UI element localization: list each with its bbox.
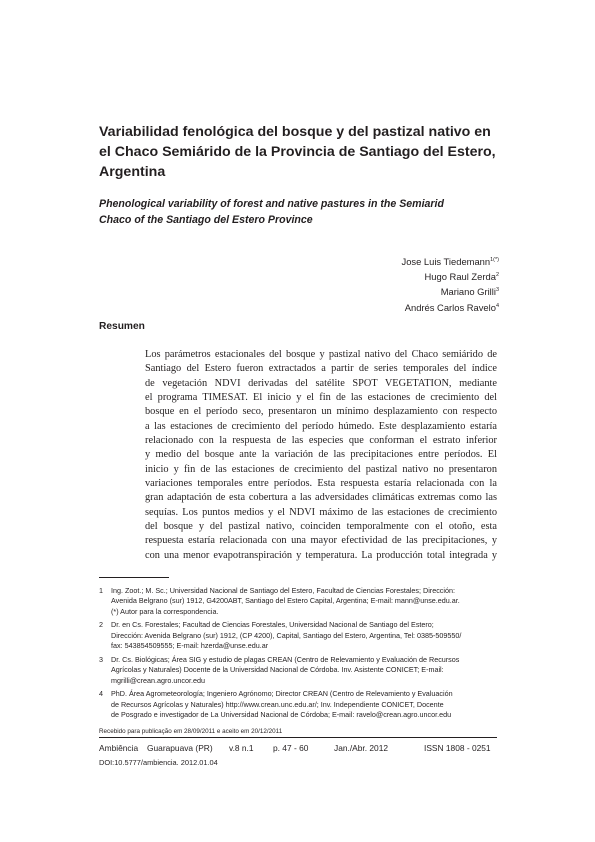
abstract-line: respuesta estaría relacionada con una mayor efectividad de las precipitaciones, y [145,535,497,547]
author-affiliation-mark: 2 [495,272,499,279]
footnote [99,689,499,720]
journal-issn: ISSN 1808 - 0251 [424,743,491,753]
footnote-line: (*) Autor para la correspondencia. [111,606,219,616]
author-name: Hugo Raul Zerda [424,271,496,283]
footnote [99,655,499,686]
author-affiliation-mark: 3 [495,287,499,294]
article-title-portuguese [99,122,504,182]
footnotes [99,586,499,724]
journal-place: Guarapuava (PR) [147,743,213,753]
article-title-english [99,196,504,228]
abstract-line: relacionado con la respuesta de las especies que conforman el estrato inferior [145,435,497,447]
abstract-heading: Resumen [99,321,145,332]
author-affiliation-mark: 1(*) [490,257,499,263]
received-date-note: Recebido para publicação em 28/09/2011 e aceito em 20/12/2011 [99,728,283,735]
footnote-line: Ing. Zoot.; M. Sc.; Universidad Nacional de Santiago del Estero, Facultad de Ciencias Forestales; Dirección: [111,586,455,595]
footnote-line: de Recursos Agrícolas y Naturales) http://www.crean.unc.edu.ar/; Inv. Independiente CONICET, Docente [111,699,444,709]
abstract-line: sequías. Los puntos medios y el NDVI máximo de las estaciones de crecimiento [145,506,497,518]
footnote-line: Agrícolas y Naturales) Docente de la Universidad Nacional de Córdoba. Inv. Asistente CONICET; E-mail: [111,665,444,675]
abstract-line: el programa TIMESAT. El inicio y el fin de las estaciones de crecimiento del [145,392,497,404]
title-line: Phenological variability of forest and native pastures in the Semiarid [99,198,444,210]
footnote-number: 4 [99,689,103,699]
abstract-body [145,348,497,563]
title-line: el Chaco Semiárido de la Provincia de Santiago del Estero, [99,144,496,160]
author-list [249,254,499,315]
footnote-number: 2 [99,620,103,630]
abstract-line: con una menor evapotranspiración y temperatura. La producción total integrada y [145,549,497,561]
author-name: Mariano Grilli [440,286,496,298]
abstract-line: Santiago del Estero fueron extractados a partir de series temporales del índice [145,363,497,375]
footnote-separator [99,577,169,578]
abstract-line: y medio del bosque ante la variación de las precipitaciones entre períodos. El [145,449,497,461]
title-line: Chaco of the Santiago del Estero Province [99,214,313,226]
abstract-line: variaciones temporales entre períodos. Esta respuesta estaría relacionada con la [145,478,497,490]
author [249,254,499,269]
author [249,300,499,315]
journal-volume: v.8 n.1 [229,743,254,753]
footnote-line: Avenida Belgrano (sur) 1912, G4200ABT, Santiago del Estero Capital, Argentina; E-mail: mann@unse.edu.ar. [111,596,460,606]
footnote-line: fax: 543854509555; E-mail: hzerda@unse.edu.ar [111,641,269,651]
footnote-number: 1 [99,586,103,595]
author-affiliation-mark: 4 [495,302,499,309]
title-line: Argentina [99,164,166,180]
footnote-line: Dr. en Cs. Forestales; Facultad de Ciencias Forestales, Universidad Nacional de Santiago del Estero; [111,620,434,630]
footnote-line: de Posgrado e investigador de La Universidad Nacional de Córdoba; E-mail: ravelo@crean.agro.uncor.edu [111,710,452,720]
abstract-line: gran adaptación de esta cobertura a las adversidades climáticas extremas como las [145,492,497,504]
abstract-line: de vegetación NDVI derivadas del satélite SPOT VEGETATION, mediante [145,377,497,389]
journal-date: Jan./Abr. 2012 [334,743,389,753]
footnote-line: Dirección: Avenida Belgrano (sur) 1912, (CP 4200), Capital, Santiago del Estero, Argentina, Tel: 0385-509550/ [111,630,462,640]
author-name: Jose Luis Tiedemann [401,256,491,267]
abstract-line: a las estaciones de crecimiento del período húmedo. Este desplazamiento estaría [145,420,497,432]
footnote-line: mgrilli@crean.agro.uncor.edu [111,675,205,685]
footnote-line: PhD. Área Agrometeorología; Ingeniero Agrónomo; Director CREAN (Centro de Relevamiento y Evaluación [111,689,453,699]
author-name: Andrés Carlos Ravelo [404,301,496,313]
abstract-line: bosque en el período seco, presentaron un mínimo desplazamiento con respecto [145,406,497,418]
footnote [99,586,499,617]
author [249,269,499,284]
footnote [99,620,499,651]
footer-separator [99,737,497,738]
footnote-line: Dr. Cs. Biológicas; Área SIG y estudio de plagas CREAN (Centro de Relevamiento y Evaluación de Recursos [111,654,460,664]
abstract-line: Los parámetros estacionales del bosque y pastizal nativo del Chaco semiárido de [145,349,497,360]
journal-name: Ambiência [99,743,139,753]
abstract-line: del bosque y del pastizal nativo, coinciden temporalmente con el otoño, esta [145,521,497,533]
author [249,284,499,299]
footnote-number: 3 [99,654,103,664]
abstract-line: inicio y fin de las estaciones de crecimiento del pastizal nativo no presentaron [145,463,497,475]
journal-pages: p. 47 - 60 [273,743,309,753]
title-line: Variabilidad fenológica del bosque y del pastizal nativo en [99,124,491,140]
doi: DOI:10.5777/ambiencia. 2012.01.04 [99,758,218,767]
